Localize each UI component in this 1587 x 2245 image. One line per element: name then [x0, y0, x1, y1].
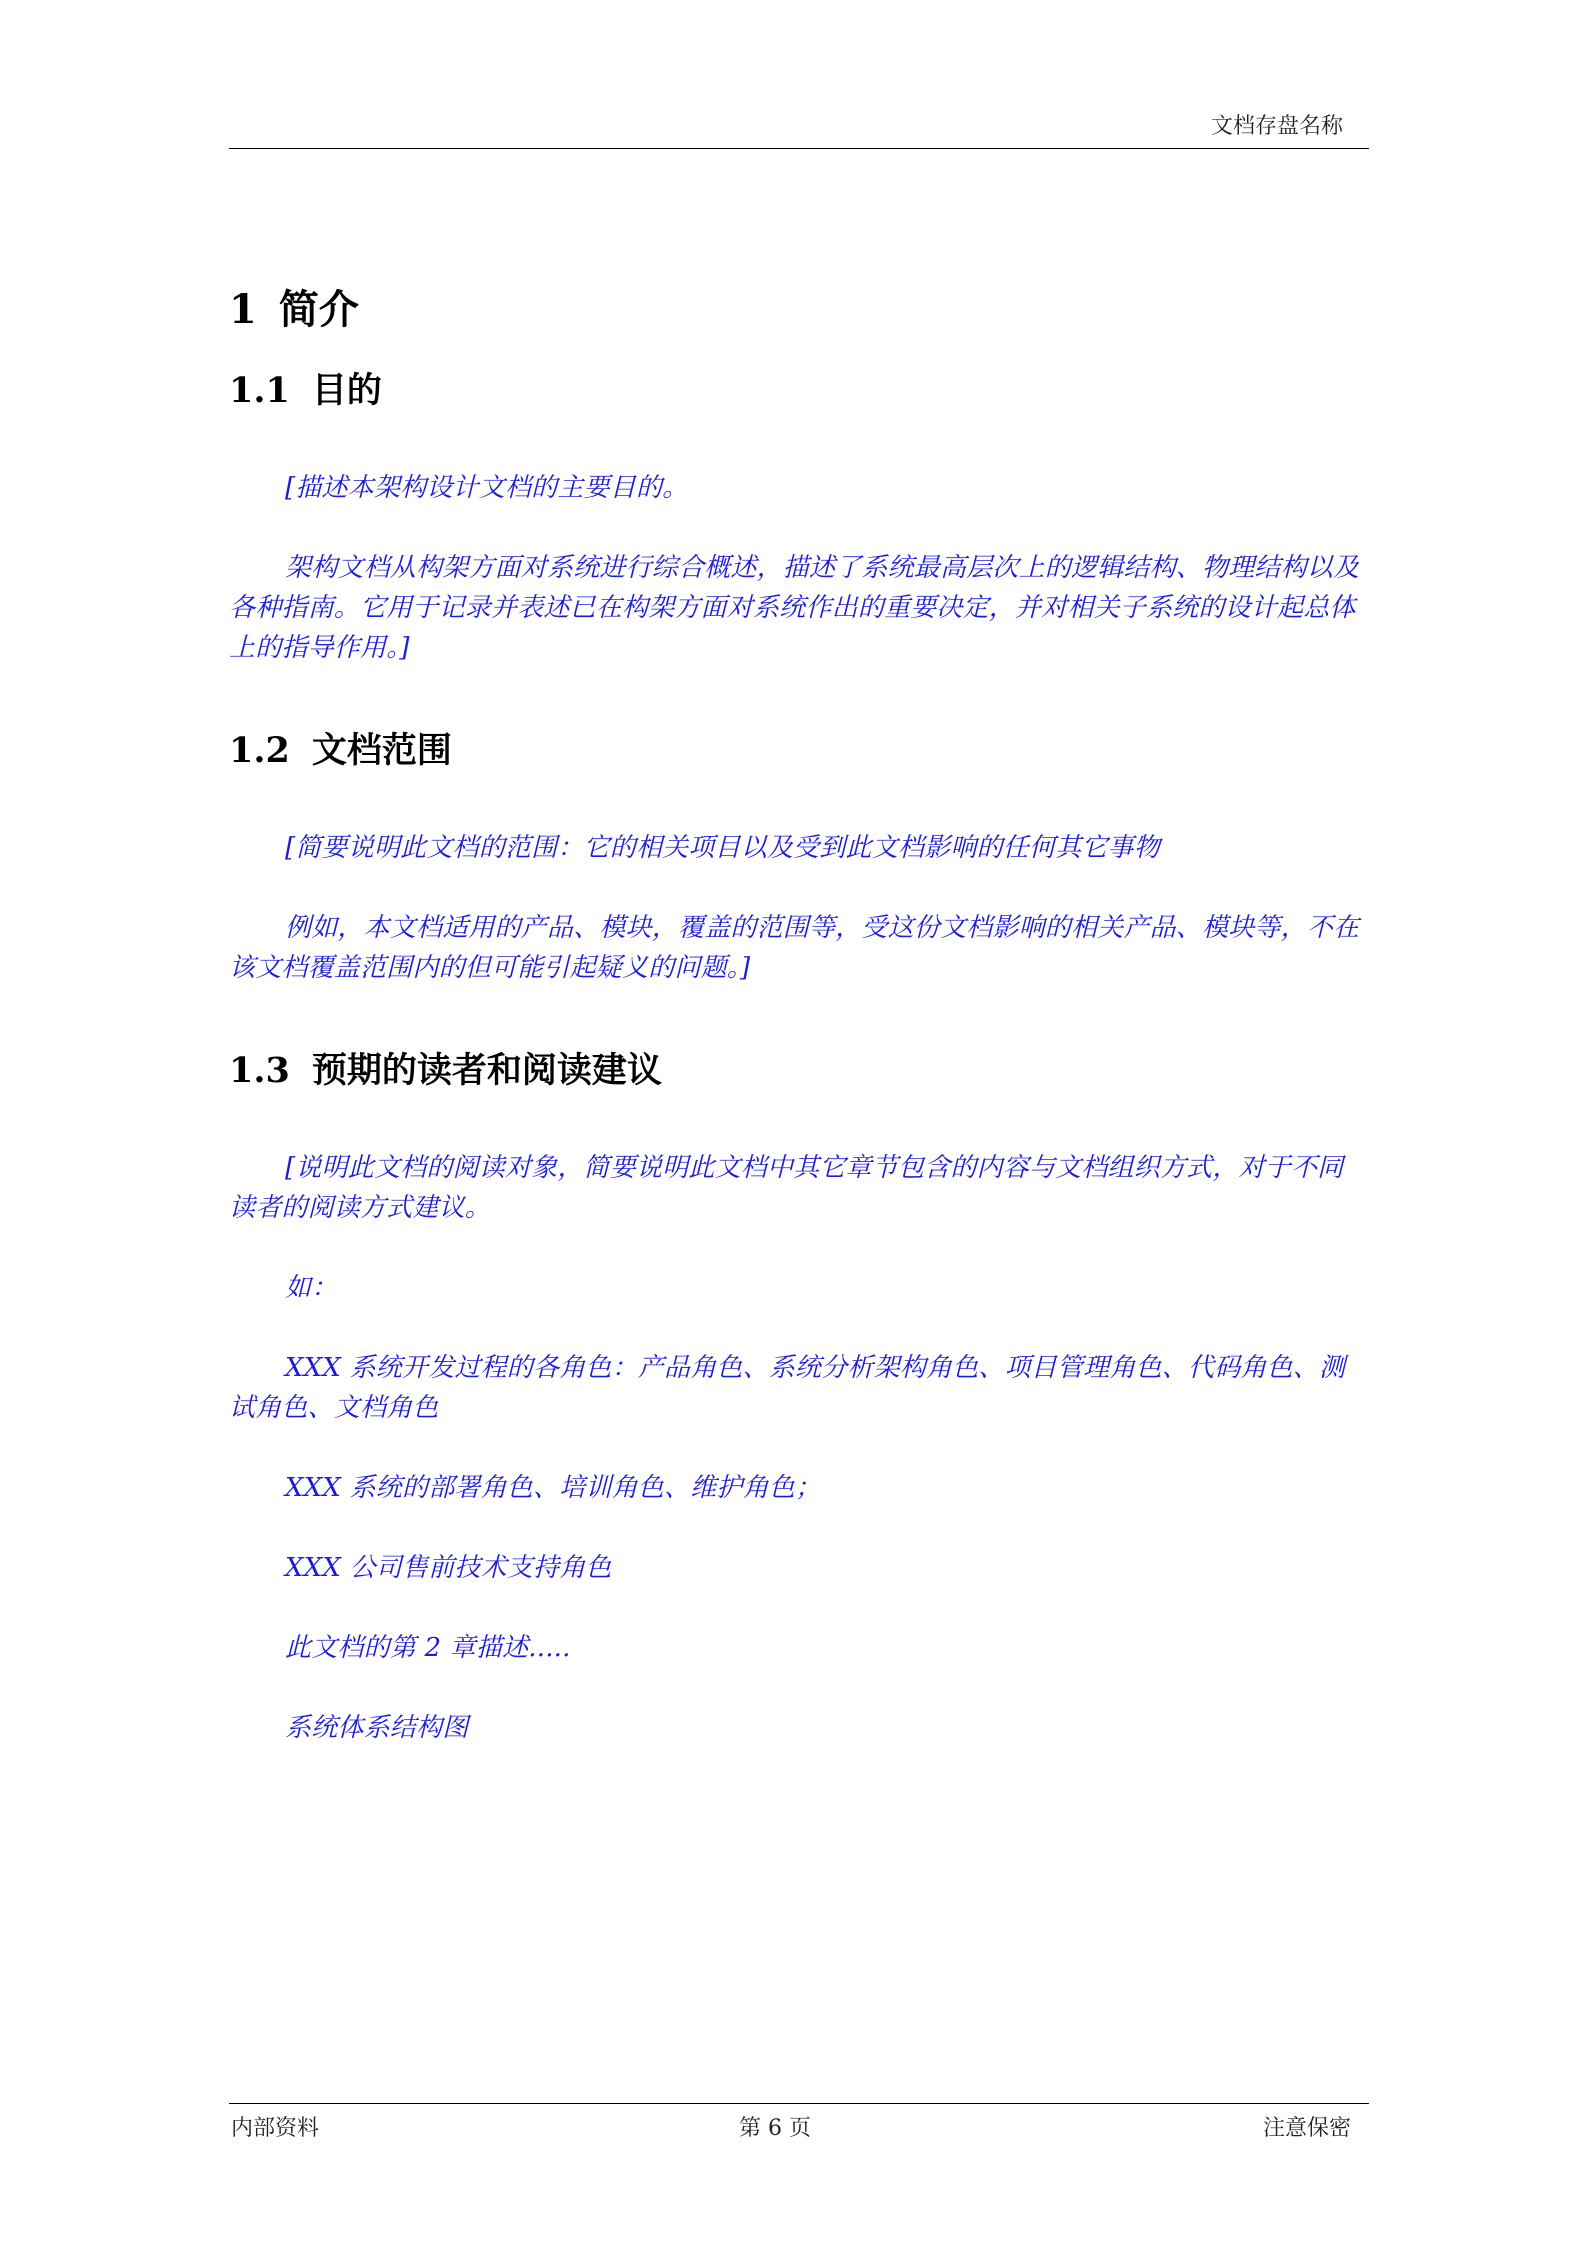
paragraph: 此文档的第 2 章描述..... — [285, 1633, 571, 1663]
heading-section-1-1 — [229, 366, 1369, 416]
header-document-name: 文档存盘名称 — [1210, 114, 1343, 139]
heading-number: 1 — [229, 286, 257, 333]
paragraph: 系统体系结构图 — [285, 1713, 469, 1743]
paragraph: 如： — [285, 1273, 338, 1303]
heading-section-1-2 — [229, 726, 1369, 776]
heading-title: 预期的读者和阅读建议 — [311, 1051, 662, 1091]
heading-title: 简介 — [278, 287, 359, 333]
page-header — [229, 108, 1369, 149]
heading-number: 1.1 — [229, 370, 290, 411]
paragraph: [简要说明此文档的范围：它的相关项目以及受到此文档影响的任何其它事物 — [285, 833, 1160, 863]
page-footer — [229, 2103, 1369, 2144]
paragraph: 架构文档从构架方面对系统进行综合概述，描述了系统最高层次上的逻辑结构、物理结构以及各种指南。它用于记录并表述已在构架方面对系统作出的重要决定，并对相关子系统的设计起总体上的指导作用。] — [229, 553, 1360, 663]
footer-confidential-label: 注意保密 — [1262, 2116, 1351, 2141]
document-body — [229, 280, 1369, 1788]
paragraph: XXX 公司售前技术支持角色 — [285, 1553, 612, 1583]
heading-section-1 — [229, 280, 1369, 340]
footer-page-number: 第 6 页 — [739, 2116, 811, 2141]
paragraph: [说明此文档的阅读对象，简要说明此文档中其它章节包含的内容与文档组织方式，对于不同读者的阅读方式建议。 — [229, 1153, 1344, 1223]
heading-title: 目的 — [311, 371, 382, 411]
paragraph: XXX 系统开发过程的各角色：产品角色、系统分析架构角色、项目管理角色、代码角色、测试角色、文档角色 — [229, 1353, 1346, 1423]
footer-internal-label: 内部资料 — [231, 2116, 320, 2141]
heading-title: 文档范围 — [311, 731, 452, 771]
paragraph: [描述本架构设计文档的主要目的。 — [285, 473, 689, 503]
heading-section-1-3 — [229, 1046, 1369, 1096]
paragraph: 例如，本文档适用的产品、模块，覆盖的范围等，受这份文档影响的相关产品、模块等，不在该文档覆盖范围内的但可能引起疑义的问题。] — [229, 913, 1360, 983]
paragraph: XXX 系统的部署角色、培训角色、维护角色； — [285, 1473, 822, 1503]
heading-number: 1.2 — [229, 730, 290, 771]
heading-number: 1.3 — [229, 1050, 290, 1091]
